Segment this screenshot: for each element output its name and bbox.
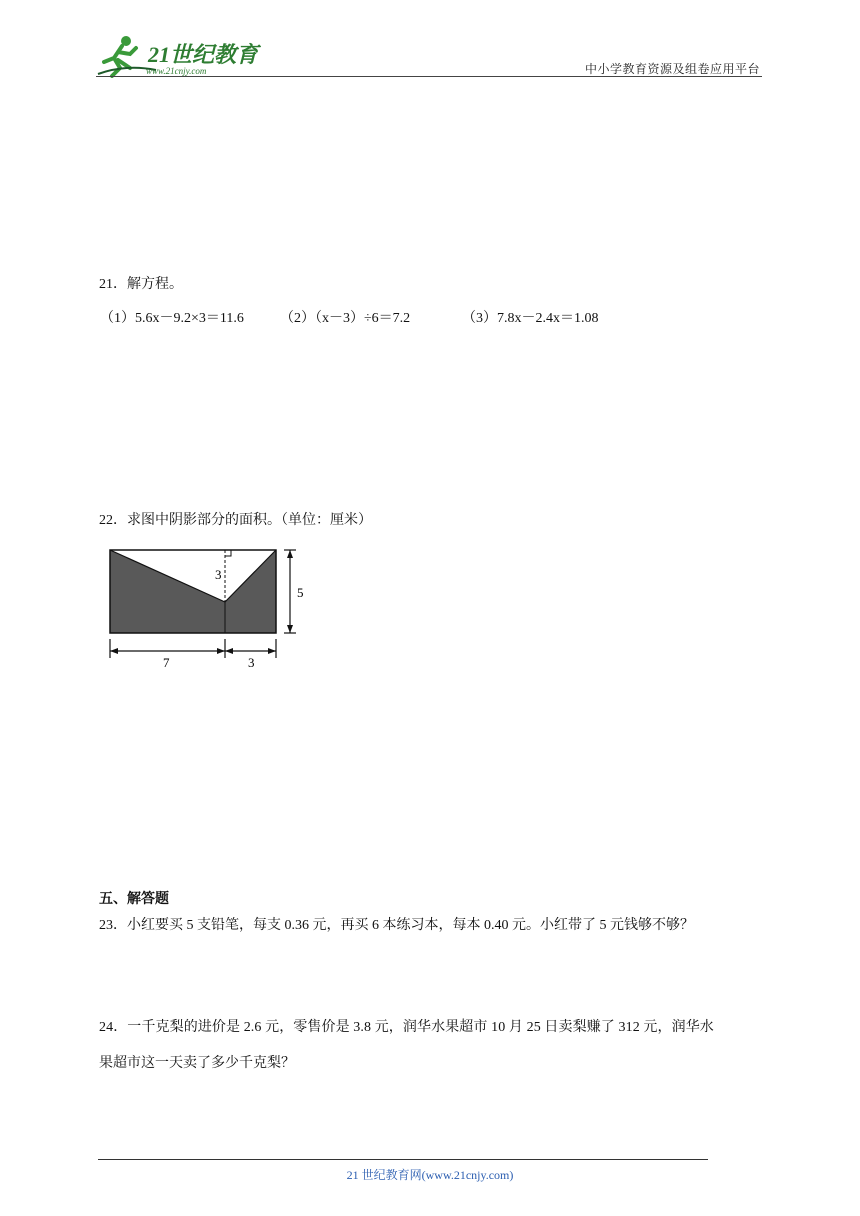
- footer-divider: [98, 1159, 708, 1160]
- question-22-title: 22．求图中阴影部分的面积。（单位：厘米）: [99, 513, 372, 528]
- header-subtitle: 中小学教育资源及组卷应用平台: [584, 62, 760, 76]
- question-21-part-3: （3）7.8x－2.4x＝1.08: [462, 311, 599, 326]
- footer-link[interactable]: 21 世纪教育网(www.21cnjy.com): [346, 1168, 514, 1182]
- question-23: 23．小红要买 5 支铅笔，每支 0.36 元，再买 6 本练习本，每本 0.40 元。小红带了 5 元钱够不够？: [99, 918, 694, 933]
- logo-url: www.21cnjy.com: [146, 66, 207, 76]
- site-logo: [96, 34, 266, 78]
- right-angle-marker: [225, 550, 231, 556]
- label-right-width: 3: [248, 655, 255, 670]
- question-21-part-1: （1）5.6x－9.2×3＝11.6: [100, 311, 244, 326]
- shaded-area-figure: [100, 544, 310, 674]
- section-5-heading: 五、解答题: [99, 891, 169, 907]
- logo-text: 21世纪教育: [148, 42, 259, 67]
- header-divider: [96, 76, 762, 77]
- question-24-line-2: 果超市这一天卖了多少千克梨？: [99, 1056, 295, 1071]
- question-24-line-1: 24．一千克梨的进价是 2.6 元，零售价是 3.8 元，润华水果超市 10 月 25 日卖梨赚了 312 元，润华水: [99, 1020, 714, 1035]
- label-inner-height: 3: [215, 567, 222, 582]
- shaded-region: [110, 550, 276, 633]
- question-21-part-2: （2）（x－3）÷6＝7.2: [280, 311, 411, 326]
- label-height: 5: [297, 585, 304, 600]
- label-left-width: 7: [163, 655, 170, 670]
- question-21-title: 21．解方程。: [99, 277, 183, 292]
